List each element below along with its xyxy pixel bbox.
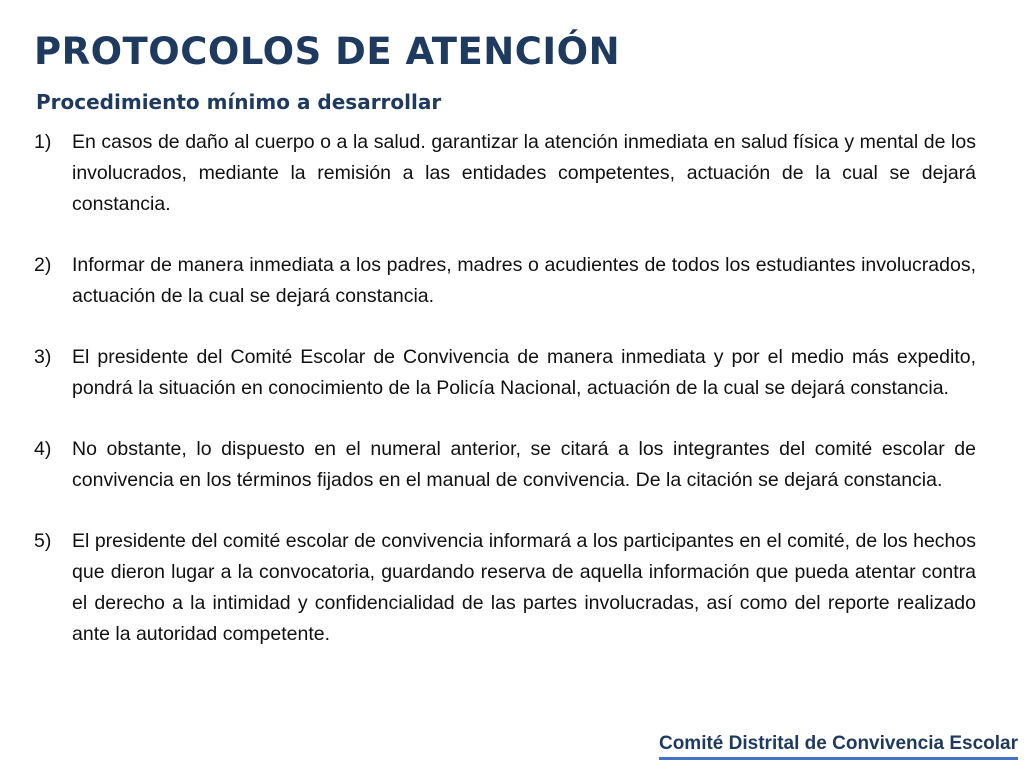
procedure-list — [34, 127, 976, 680]
list-item — [34, 434, 976, 496]
list-item — [34, 127, 976, 220]
list-item-text: En casos de daño al cuerpo o a la salud. garantizar la atención inmediata en salud física y mental de los involucrados, mediante la remisión a las entidades competentes, actuación de la cual se dejará constancia. — [72, 131, 976, 215]
list-item-text: El presidente del Comité Escolar de Convivencia de manera inmediata y por el medio más expedito, pondrá la situación en conocimiento de la Policía Nacional, actuación de la cual se dejará constancia. — [72, 346, 976, 399]
slide-subtitle: Procedimiento mínimo a desarrollar — [36, 90, 442, 114]
list-item — [34, 250, 976, 312]
list-item-number: 1) — [34, 131, 52, 153]
list-item-text: El presidente del comité escolar de convivencia informará a los participantes en el comité, de los hechos que dieron lugar a la convocatoria, guardando reserva de aquella información que pueda atentar contra el derecho a la intimidad y confidencialidad de las partes involucradas, así como del reporte realizado ante la autoridad competente. — [72, 530, 976, 645]
list-item — [34, 526, 976, 650]
list-item-text: Informar de manera inmediata a los padres, madres o acudientes de todos los estudiantes involucrados, actuación de la cual se dejará constancia. — [72, 254, 976, 307]
list-item — [34, 342, 976, 404]
list-item-number: 4) — [34, 438, 52, 460]
list-item-number: 3) — [34, 346, 52, 368]
list-item-number: 5) — [34, 530, 52, 552]
list-item-text: No obstante, lo dispuesto en el numeral anterior, se citará a los integrantes del comité escolar de convivencia en los términos fijados en el manual de convivencia. De la citación se dejará constancia. — [72, 438, 976, 491]
slide-title: PROTOCOLOS DE ATENCIÓN — [34, 30, 621, 73]
footer-organization: Comité Distrital de Convivencia Escolar — [659, 733, 1018, 760]
list-item-number: 2) — [34, 254, 52, 276]
